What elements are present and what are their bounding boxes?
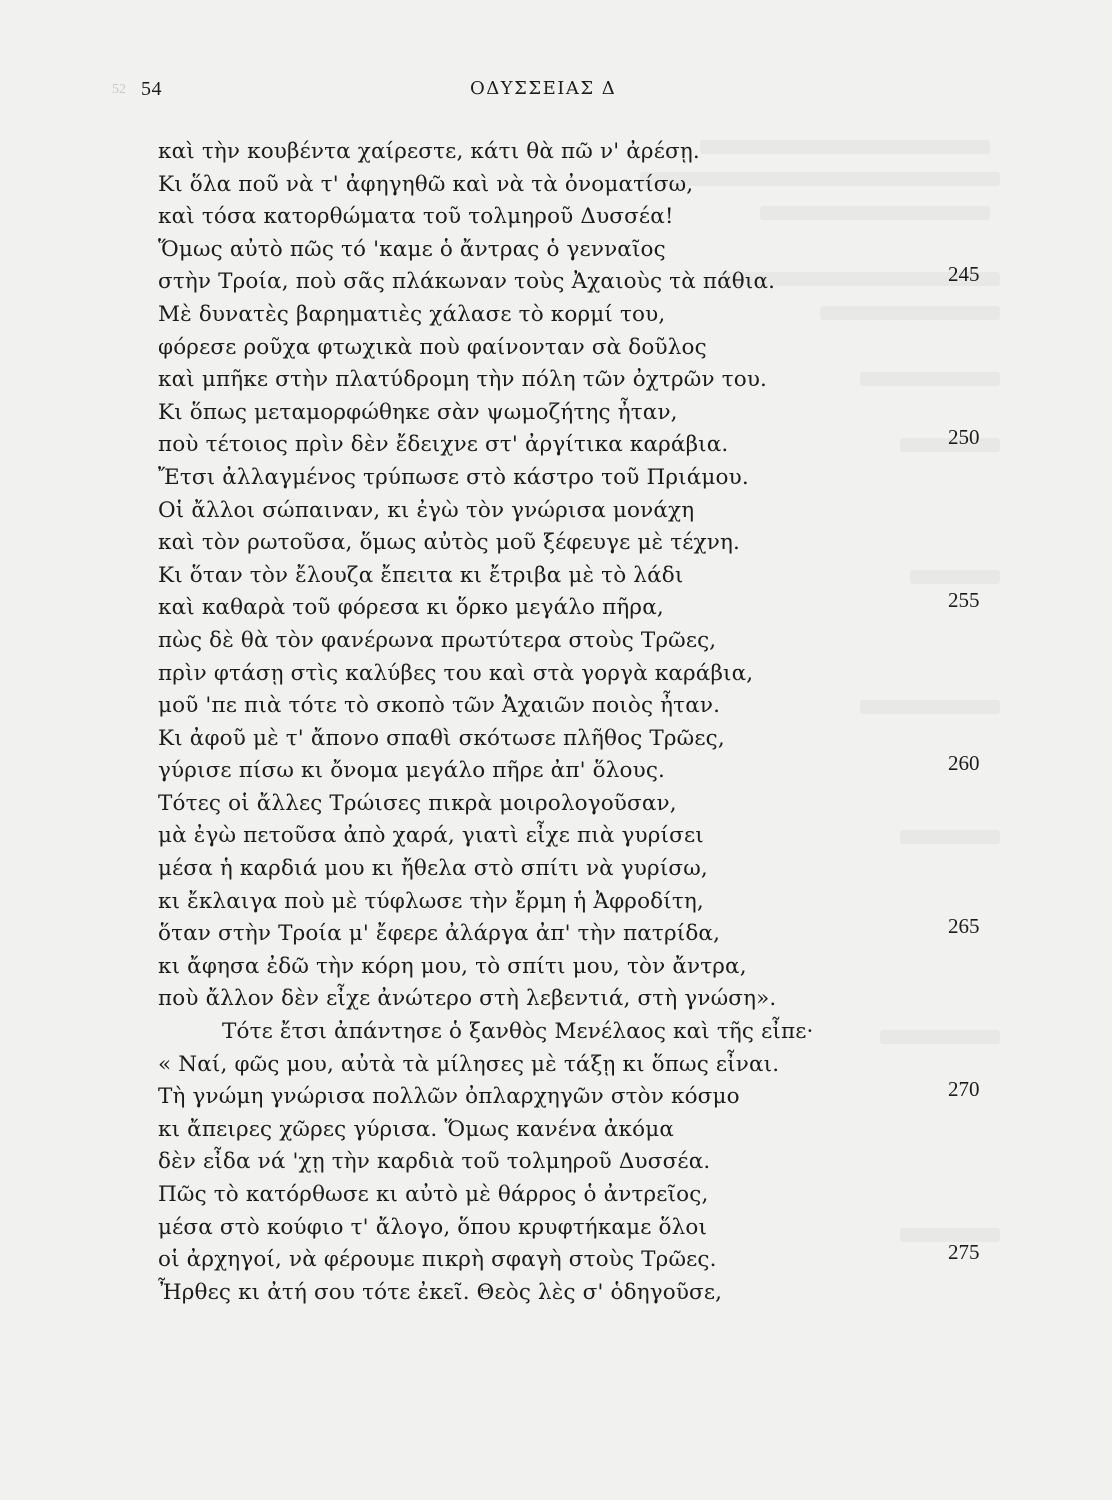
line-number: 245 bbox=[948, 262, 980, 287]
verse-line bbox=[0, 853, 1112, 886]
verse-text: ποὺ ἄλλον δὲν εἶχε ἀνώτερο στὴ λεβεντιά, στὴ γνώση». bbox=[158, 986, 777, 1012]
verse-text: Κι ὅταν τὸν ἔλουζα ἔπειτα κι ἔτριβα μὲ τὸ λάδι bbox=[158, 562, 684, 588]
verse-text: Ἦρθες κι ἀτή σου τότε ἐκεῖ. Θεὸς λὲς σ' ὁδηγοῦσε, bbox=[158, 1279, 723, 1305]
verse-text: Ἔτσι ἀλλαγμένος τρύπωσε στὸ κάστρο τοῦ Πριάμου. bbox=[158, 464, 749, 490]
verse-line bbox=[0, 1049, 1112, 1082]
line-number: 275 bbox=[948, 1240, 980, 1265]
verse-text: ποὺ τέτοιος πρὶν δὲν ἔδειχνε στ' ἀργίτικα καράβια. bbox=[158, 432, 729, 458]
verse-line bbox=[0, 462, 1112, 495]
line-number: 255 bbox=[948, 588, 980, 613]
line-number: 250 bbox=[948, 425, 980, 450]
verse-line bbox=[0, 820, 1112, 853]
verse-line bbox=[0, 201, 1112, 234]
verse-line bbox=[0, 364, 1112, 397]
verse-text: Πῶς τὸ κατόρθωσε κι αὐτὸ μὲ θάρρος ὁ ἀντρεῖος, bbox=[158, 1182, 709, 1207]
verse-line bbox=[0, 951, 1112, 984]
page-header bbox=[0, 78, 1112, 108]
verse-line bbox=[0, 886, 1112, 919]
verse-line bbox=[0, 397, 1112, 430]
verse-text: πρὶν φτάσῃ στὶς καλύβες του καὶ στὰ γοργὰ καράβια, bbox=[158, 660, 754, 686]
verse-text: μὰ ἐγὼ πετοῦσα ἀπὸ χαρά, γιατὶ εἶχε πιὰ γυρίσει bbox=[158, 823, 704, 849]
running-head: ΟΔΥΣΣΕΙΑΣ Δ bbox=[470, 78, 617, 99]
verse-line bbox=[0, 1179, 1112, 1212]
verse-text: Κι ἀφοῦ μὲ τ' ἄπονο σπαθὶ σκότωσε πλῆθος Τρῶες, bbox=[158, 725, 725, 751]
verse-line bbox=[0, 588, 1112, 625]
verse-text: μέσα στὸ κούφιο τ' ἄλογο, ὅπου κρυφτήκαμε ὅλοι bbox=[158, 1214, 708, 1240]
verse-line bbox=[0, 983, 1112, 1016]
faint-page-mark: 52 bbox=[112, 82, 126, 97]
verse-text: πὼς δὲ θὰ τὸν φανέρωνα πρωτύτερα στοὺς Τρῶες, bbox=[158, 627, 717, 653]
verse-text: « Ναί, φῶς μου, αὐτὰ τὰ μίλησες μὲ τάξῃ κι ὅπως εἶναι. bbox=[158, 1051, 780, 1077]
verse-line bbox=[0, 1212, 1112, 1245]
verse-line bbox=[0, 332, 1112, 365]
verse-text: οἱ ἀρχηγοί, νὰ φέρουμε πικρὴ σφαγὴ στοὺς Τρῶες. bbox=[158, 1247, 717, 1273]
verse-block bbox=[0, 136, 1112, 1309]
verse-text: καὶ τόσα κατορθώματα τοῦ τολμηροῦ Δυσσέα! bbox=[158, 204, 674, 230]
verse-line bbox=[0, 1277, 1112, 1310]
verse-line bbox=[0, 1114, 1112, 1147]
line-number: 260 bbox=[948, 751, 980, 776]
verse-line bbox=[0, 560, 1112, 593]
verse-text: Τὴ γνώμη γνώρισα πολλῶν ὀπλαρχηγῶν στὸν κόσμο bbox=[158, 1084, 740, 1110]
verse-text: Τότε ἔτσι ἀπάντησε ὁ ξανθὸς Μενέλαος καὶ τῆς εἶπε· bbox=[222, 1019, 814, 1045]
verse-line bbox=[0, 262, 1112, 299]
verse-text: Κι ὅλα ποῦ νὰ τ' ἀφηγηθῶ καὶ νὰ τὰ ὀνοματίσω, bbox=[158, 171, 694, 197]
verse-line bbox=[0, 625, 1112, 658]
verse-line bbox=[0, 751, 1112, 788]
verse-text: Ὅμως αὐτὸ πῶς τό 'καμε ὁ ἄντρας ὁ γενναῖος bbox=[158, 236, 666, 262]
verse-text: καὶ τὴν κουβέντα χαίρεστε, κάτι θὰ πῶ ν' ἀρέσῃ. bbox=[158, 139, 700, 164]
verse-text: Τότες οἱ ἄλλες Τρώισες πικρὰ μοιρολογοῦσαν, bbox=[158, 790, 677, 816]
verse-text: Μὲ δυνατὲς βαρηματιὲς χάλασε τὸ κορμί του, bbox=[158, 301, 666, 327]
verse-text: στὴν Τροία, ποὺ σᾶς πλάκωναν τοὺς Ἀχαιοὺς τὰ πάθια. bbox=[158, 269, 776, 295]
verse-line bbox=[0, 1146, 1112, 1179]
verse-line bbox=[0, 136, 1112, 169]
verse-line bbox=[0, 1077, 1112, 1114]
verse-line bbox=[0, 723, 1112, 756]
verse-text: καὶ μπῆκε στὴν πλατύδρομη τὴν πόλη τῶν ὀχτρῶν του. bbox=[158, 367, 768, 393]
verse-line bbox=[0, 299, 1112, 332]
verse-line bbox=[0, 914, 1112, 951]
verse-text: μέσα ἡ καρδιά μου κι ἤθελα στὸ σπίτι νὰ γυρίσω, bbox=[158, 856, 708, 882]
verse-text: κι ἔκλαιγα ποὺ μὲ τύφλωσε τὴν ἔρμη ἡ Ἀφροδίτη, bbox=[158, 888, 704, 914]
verse-line bbox=[0, 658, 1112, 691]
verse-text: γύρισε πίσω κι ὄνομα μεγάλο πῆρε ἀπ' ὅλους. bbox=[158, 758, 666, 784]
verse-text: φόρεσε ροῦχα φτωχικὰ ποὺ φαίνονταν σὰ δοῦλος bbox=[158, 334, 707, 360]
page-number: 54 bbox=[141, 78, 162, 100]
verse-text: Οἱ ἄλλοι σώπαιναν, κι ἐγὼ τὸν γνώρισα μονάχη bbox=[158, 497, 695, 523]
verse-line bbox=[0, 1016, 1112, 1049]
verse-text: κι ἄπειρες χῶρες γύρισα. Ὅμως κανένα ἀκόμα bbox=[158, 1116, 675, 1142]
verse-line bbox=[0, 169, 1112, 202]
verse-line bbox=[0, 425, 1112, 462]
verse-line bbox=[0, 234, 1112, 267]
verse-text: ὅταν στὴν Τροία μ' ἔφερε ἀλάργα ἀπ' τὴν πατρίδα, bbox=[158, 921, 721, 947]
verse-text: Κι ὅπως μεταμορφώθηκε σὰν ψωμοζήτης ἦταν, bbox=[158, 399, 678, 425]
verse-text: δὲν εἶδα νά 'χῃ τὴν καρδιὰ τοῦ τολμηροῦ Δυσσέα. bbox=[158, 1149, 711, 1175]
verse-line bbox=[0, 788, 1112, 821]
line-number: 270 bbox=[948, 1077, 980, 1102]
verse-line bbox=[0, 690, 1112, 723]
verse-line bbox=[0, 527, 1112, 560]
verse-text: καὶ καθαρὰ τοῦ φόρεσα κι ὅρκο μεγάλο πῆρα, bbox=[158, 595, 664, 621]
verse-text: κι ἄφησα ἐδῶ τὴν κόρη μου, τὸ σπίτι μου, τὸν ἄντρα, bbox=[158, 953, 747, 979]
line-number: 265 bbox=[948, 914, 980, 939]
verse-line bbox=[0, 1240, 1112, 1277]
verse-text: καὶ τὸν ρωτοῦσα, ὅμως αὐτὸς μοῦ ξέφευγε μὲ τέχνη. bbox=[158, 530, 740, 556]
verse-text: μοῦ 'πε πιὰ τότε τὸ σκοπὸ τῶν Ἀχαιῶν ποιὸς ἦταν. bbox=[158, 693, 721, 719]
verse-line bbox=[0, 495, 1112, 528]
